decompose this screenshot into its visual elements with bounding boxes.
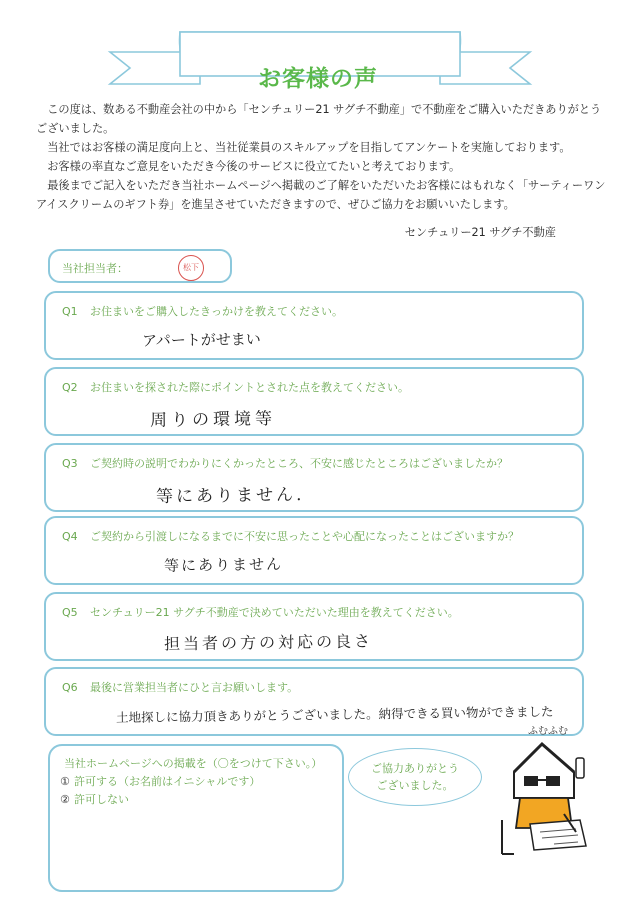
- handwritten-answer: 土地探しに協力頂きありがとうございました。納得できる買い物ができました: [115, 703, 554, 726]
- option-marker: ②: [60, 793, 70, 806]
- question-text: [62, 679, 298, 695]
- question-text: [62, 455, 508, 471]
- question-box-q6: [44, 667, 584, 736]
- question-label: センチュリー21 サグチ不動産で決めていただいた理由を教えてください。: [90, 606, 459, 619]
- question-label: ご契約時の説明でわかりにくかったところ、不安に感じたところはございましたか？: [90, 457, 508, 470]
- question-box-q1: [44, 291, 584, 360]
- bubble-line: ございました。: [376, 779, 454, 792]
- company-signature: センチュリー21 サグチ不動産: [404, 226, 556, 239]
- bubble-line: ご協力ありがとう: [371, 762, 459, 775]
- question-label: ご契約から引渡しになるまでに不安に思ったことや心配になったことはございますか？: [90, 530, 519, 543]
- intro-paragraph: 最後までご記入をいただき当社ホームページへ掲載のご了解をいただいたお客様にはもれなく「サーティーワンアイスクリームのギフト券」を進呈させていただきますので、ぜひご協力をお願いいたします。: [36, 179, 606, 211]
- question-label: お住まいをご購入したきっかけを教えてください。: [90, 305, 343, 318]
- question-box-q4: [44, 516, 584, 585]
- consent-box: [48, 744, 344, 892]
- question-box-q2: [44, 367, 584, 436]
- intro-paragraph: この度は、数ある不動産会社の中から「センチュリー21 サグチ不動産」で不動産をご購入いただきありがとうございました。: [36, 103, 602, 135]
- handwritten-answer: 等にありません.: [155, 484, 305, 508]
- thank-you-bubble: [348, 748, 482, 806]
- handwritten-answer: 周りの環境等: [149, 409, 277, 431]
- option-marker: ①: [60, 775, 70, 788]
- house-mascot-icon: [494, 728, 594, 858]
- intro-text: [36, 100, 611, 214]
- handwritten-answer: 等にありません: [163, 555, 284, 575]
- staff-box: [48, 249, 232, 283]
- question-text: [62, 379, 409, 395]
- question-number: Q5: [62, 606, 78, 619]
- mascot-caption: ふむふむ: [528, 726, 568, 737]
- question-box-q3: [44, 443, 584, 512]
- question-number: Q2: [62, 381, 78, 394]
- question-number: Q1: [62, 305, 78, 318]
- question-box-q5: [44, 592, 584, 661]
- option-label: 許可しない: [74, 793, 129, 806]
- intro-paragraph: お客様の率直なご意見をいただき今後のサービスに役立てたいと考えております。: [47, 160, 461, 173]
- question-number: Q4: [62, 530, 78, 543]
- question-number: Q3: [62, 457, 78, 470]
- staff-seal-stamp: 松下: [178, 255, 204, 281]
- question-label: お住まいを探された際にポイントとされた点を教えてください。: [90, 381, 409, 394]
- handwritten-answer: アパートがせまい: [141, 330, 261, 350]
- question-text: [62, 303, 343, 319]
- page-title: お客様の声: [258, 66, 378, 92]
- handwritten-answer: 担当者の方の対応の良さ: [163, 631, 374, 654]
- option-label: 許可する（お名前はイニシャルです）: [74, 775, 261, 788]
- consent-option-deny[interactable]: [60, 791, 129, 807]
- staff-label: 当社担当者：: [62, 262, 128, 275]
- question-text: [62, 604, 459, 620]
- intro-paragraph: 当社ではお客様の満足度向上と、当社従業員のスキルアップを目指してアンケートを実施しております。: [47, 141, 571, 154]
- question-label: 最後に営業担当者にひと言お願いします。: [90, 681, 299, 694]
- consent-option-allow[interactable]: [60, 773, 260, 789]
- question-number: Q6: [62, 681, 78, 694]
- question-text: [62, 528, 519, 544]
- consent-title: 当社ホームページへの掲載を（〇をつけて下さい。）: [64, 757, 323, 770]
